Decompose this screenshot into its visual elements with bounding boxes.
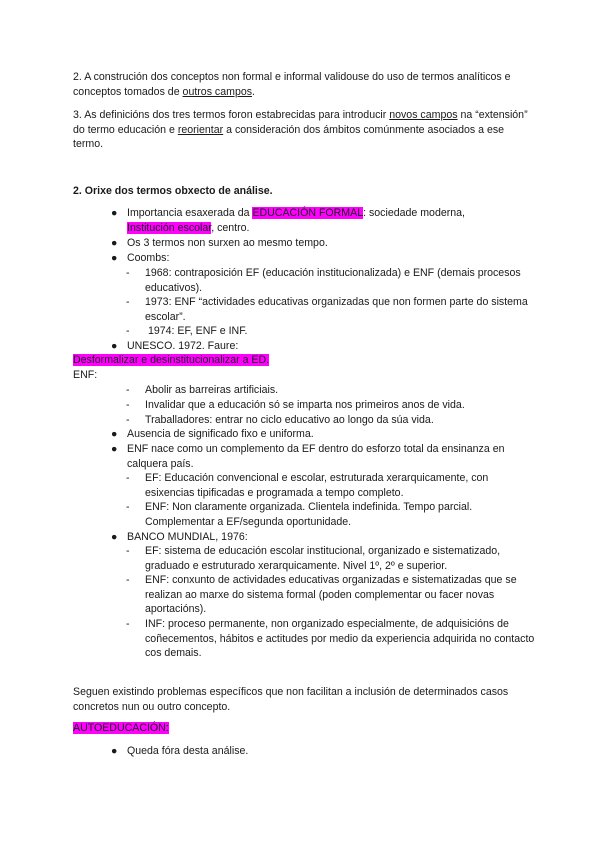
- autoeducacion-line: [73, 721, 533, 736]
- bullet-icon: ●: [111, 207, 118, 219]
- bullet-icon: ●: [111, 428, 118, 440]
- dash-item-1973: - 1973: ENF “actividades educativas organizadas que non formen parte do sistema escolar”.: [126, 296, 528, 323]
- enf-label: ENF:: [73, 369, 98, 381]
- dash-icon: -: [126, 325, 130, 337]
- dash-icon: -: [126, 399, 130, 411]
- dash-item-traballadores: - Traballadores: entrar no ciclo educativo ao longo da súa vida.: [126, 414, 434, 426]
- bullet-icon: ●: [111, 531, 118, 543]
- bullet-icon: ●: [111, 443, 118, 455]
- dash-item-enf-conxunto: - ENF: conxunto de actividades educativas organizadas e sistematizadas que se realizan ao marxe do sistema formal (poden complementar ou facer novas aportacións).: [126, 574, 517, 615]
- bullet-enf-complemento: ● ENF nace como un complemento da EF dentro do esforzo total da ensinanza en calquera país.: [111, 443, 505, 470]
- dash-item-inf-proceso: - INF: proceso permanente, non organizado especialmente, de adquisicións de coñecementos, hábitos e actitudes por medio da experiencia adquirida no contacto cos demais.: [126, 618, 535, 659]
- dash-item-1974: - 1974: EF, ENF e INF.: [126, 325, 248, 337]
- dash-item-barreiras: - Abolir as barreiras artificiais.: [126, 384, 279, 396]
- bullet-unesco: ● UNESCO. 1972. Faure:: [111, 340, 239, 352]
- dash-item-ef-sistema: - EF: sistema de educación escolar institucional, organizado e sistematizado, graduado e estruturado xerarquicamente. Nivel 1º, 2º e superior.: [126, 545, 501, 572]
- underlined-novos-campos: novos campos: [389, 109, 458, 121]
- bullet-icon: ●: [111, 745, 118, 757]
- dash-icon: -: [126, 545, 130, 557]
- dash-icon: -: [126, 501, 130, 513]
- highlight-autoeducacion: AUTOEDUCACIÓN:: [73, 722, 169, 734]
- dash-icon: -: [126, 472, 130, 484]
- highlight-desformalizar: Desformalizar e desinstitucionalizar a ED.: [73, 354, 270, 366]
- highlight-educacion-formal: EDUCACIÓN FORMAL: [252, 207, 364, 219]
- dash-item-invalidar: - Invalidar que a educación só se imparta nos primeiros anos de vida.: [126, 399, 465, 411]
- dash-icon: -: [126, 414, 130, 426]
- bullet-importancia: ● Importancia esaxerada da EDUCACIÓN FORMAL: sociedade moderna, Institución escolar, centro.: [111, 207, 465, 234]
- paragraph-definitions: 3. As definicións dos tres termos foron estabrecidas para introducir novos campos na “extensión” do termo educación e reorientar a consideración dos ámbitos comúnmente asociados a ese termo.: [73, 109, 528, 150]
- dash-icon: -: [126, 618, 130, 630]
- bullet-banco-mundial: ● BANCO MUNDIAL, 1976:: [111, 531, 248, 543]
- paragraph-construction: 2. A construción dos conceptos non formal e informal validouse do uso de termos analíticos e conceptos tomados de outros campos.: [73, 71, 511, 98]
- bullet-icon: ●: [111, 237, 118, 249]
- underlined-outros-campos: outros campos: [182, 85, 253, 98]
- bullet-icon: ●: [111, 252, 118, 264]
- dash-icon: -: [126, 384, 130, 396]
- bullet-tres-termos: ● Os 3 termos non surxen ao mesmo tempo.: [111, 237, 328, 249]
- dash-item-enf-non-organizada: - ENF: Non claramente organizada. Clientela indefinida. Tempo parcial. Complementar a EF/segunda oportunidade.: [126, 501, 473, 528]
- closing-paragraph: Seguen existindo problemas específicos que non facilitan a inclusión de determinados casos concretos nun ou outro concepto.: [73, 686, 509, 713]
- dash-item-ef-convencional: - EF: Educación convencional e escolar, estruturada xerarquicamente, con esixencias tipificadas e programada a tempo completo.: [126, 472, 489, 499]
- bullet-icon: ●: [111, 340, 118, 352]
- dash-icon: -: [126, 267, 130, 279]
- section-heading: 2. Orixe dos termos obxecto de análise.: [73, 185, 273, 197]
- highlight-line: [73, 353, 533, 368]
- bullet-ausencia: ● Ausencia de significado fixo e uniforma.: [111, 428, 314, 440]
- dash-icon: -: [126, 574, 130, 586]
- bullet-queda-fora: ● Queda fóra desta análise.: [111, 745, 249, 757]
- dash-item-1968: - 1968: contraposición EF (educación institucionalizada) e ENF (demais procesos educativos).: [126, 267, 521, 294]
- underlined-reorientar: reorientar: [177, 123, 224, 136]
- bullet-coombs: ● Coombs:: [111, 252, 170, 264]
- highlight-institucion-escolar: Institución escolar: [127, 221, 212, 234]
- dash-icon: -: [126, 296, 130, 308]
